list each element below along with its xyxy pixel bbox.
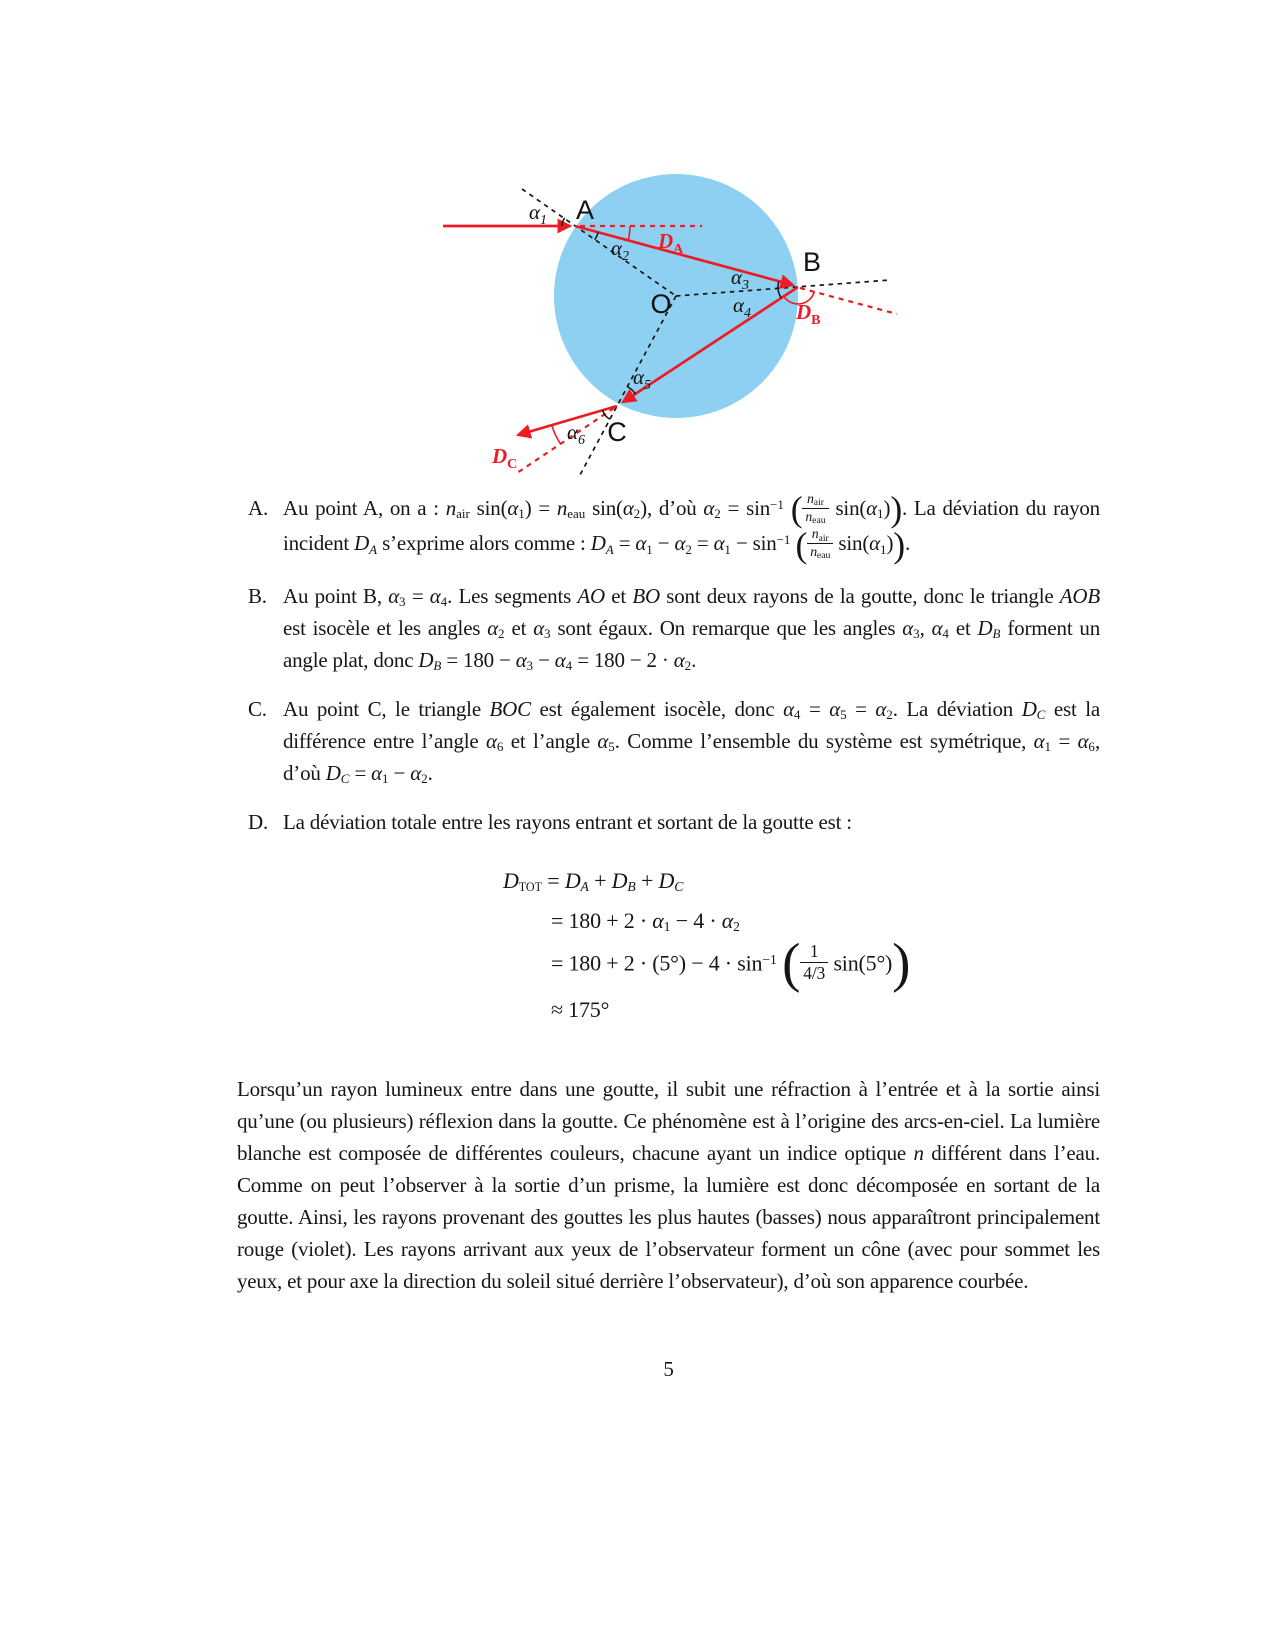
item-b-text: Au point B, $\alpha_3 = \alpha_4$. Les segments AO et BO sont deux rayons de la goutte, donc le triangle AOB est isocèle et les angles $\alpha_2$ et $\alpha_3$ sont égaux. On remarque que les angles $\alpha_3$, $\alpha_4$ et $D_B$ forment un angle plat, donc $D_B = 180 - \alpha_3 - \alpha_4 = 180 - 2 \cdot \alpha_2$.: [283, 583, 1100, 673]
deviation-C-arc: [552, 425, 561, 444]
explanation-paragraph: Lorsqu’un rayon lumineux entre dans une goutte, il subit une réfraction à l’entrée et à la sortie ainsi qu’une (ou plusieurs) réflexion dans la goutte. Ce phénomène est à l’origine des arcs-en-ciel. La lumière blanche est composée de différentes couleurs, chacune ayant un indice optique n différent dans l’eau. Comme on peut l’observer à la sortie d’un prisme, la lumière est donc décomposée en sortant de la goutte. Ainsi, les rayons provenant des gouttes les plus hautes (basses) nous apparaîtront principalement rouge (violet). Les rayons arrivant aux yeux de l’observateur forment un cône (avec pour sommet les yeux, et pour axe la direction du soleil situé derrière l’observateur), d’où son apparence courbée.: [237, 1076, 1100, 1293]
alpha1-label: $\alpha_1$: [529, 200, 548, 228]
total-deviation-equation: [503, 864, 1100, 1027]
item-c-label: C.: [248, 696, 267, 721]
point-O-label: O: [650, 289, 672, 319]
page-number: 5: [663, 1356, 674, 1381]
item-d-label: D.: [248, 809, 269, 834]
alpha5-label: $\alpha_5$: [633, 365, 652, 393]
equation-row-2: = $180 + 2 \cdot \alpha_1 - 4 \cdot \alpha_2$: [551, 907, 740, 935]
point-B-label: B: [802, 247, 822, 277]
deviation-C-label: $D_C$: [492, 444, 518, 472]
item-c-text: Au point C, le triangle BOC est également isocèle, donc $\alpha_4 = \alpha_5 = \alpha_2$. La déviation $D_C$ est la différence entre l’angle $\alpha_6$ et l’angle $\alpha_5$. Comme l’ensemble du système est symétrique, $\alpha_1 = \alpha_6$, d’où $D_C = \alpha_1 - \alpha_2$.: [283, 696, 1101, 786]
deviation-A-label: $D_A$: [658, 229, 684, 257]
alpha6-label: $\alpha_6$: [567, 420, 586, 448]
alpha2-label: $\alpha_2$: [611, 236, 630, 264]
item-d-text: La déviation totale entre les rayons entrant et sortant de la goutte est :: [283, 809, 852, 834]
item-a-text: Au point A, on a : $n_{air}$ $\sin(\alpha_1) = n_{eau}$ $\sin(\alpha_2)$, d’où $\alpha_2 = \sin^{-1}$ ( $\frac{n_{air}}{n_{eau}}$ $\sin(\alpha_1)$). La déviation du rayon incident $D_A$ s’exprime alors comme : $D_A = \alpha_1 - \alpha_2 = \alpha_1 - \sin^{-1}$ ( $\frac{n_{air}}{n_{eau}}$ $\sin(\alpha_1)$).: [283, 489, 1100, 565]
deviation-B-label: $D_B$: [796, 300, 821, 328]
droplet-refraction-diagram: [430, 148, 900, 484]
point-C-label: C: [607, 417, 627, 447]
equation-row-1: $D_{TOT} = D_A + D_B + D_C$: [503, 867, 684, 895]
equation-row-4: ≈ 175°: [551, 996, 610, 1022]
equation-row-3: = $180 + 2 \cdot (5^\circ) - 4 \cdot \sin^{-1}$ ( $\frac{1}{4/3}$ sin(5°)): [551, 932, 911, 994]
solution-list: [237, 489, 1101, 838]
solution-item-b: [237, 580, 1100, 676]
item-b-label: B.: [248, 583, 267, 608]
alpha3-label: $\alpha_3$: [731, 265, 750, 293]
item-a-label: A.: [248, 496, 269, 520]
point-A-label: A: [575, 195, 595, 225]
alpha4-label: $\alpha_4$: [733, 293, 752, 321]
text-column: [237, 489, 1101, 1385]
solution-item-c: [237, 693, 1100, 789]
solution-item-d: [237, 806, 1100, 838]
solution-item-a: [237, 489, 1100, 565]
